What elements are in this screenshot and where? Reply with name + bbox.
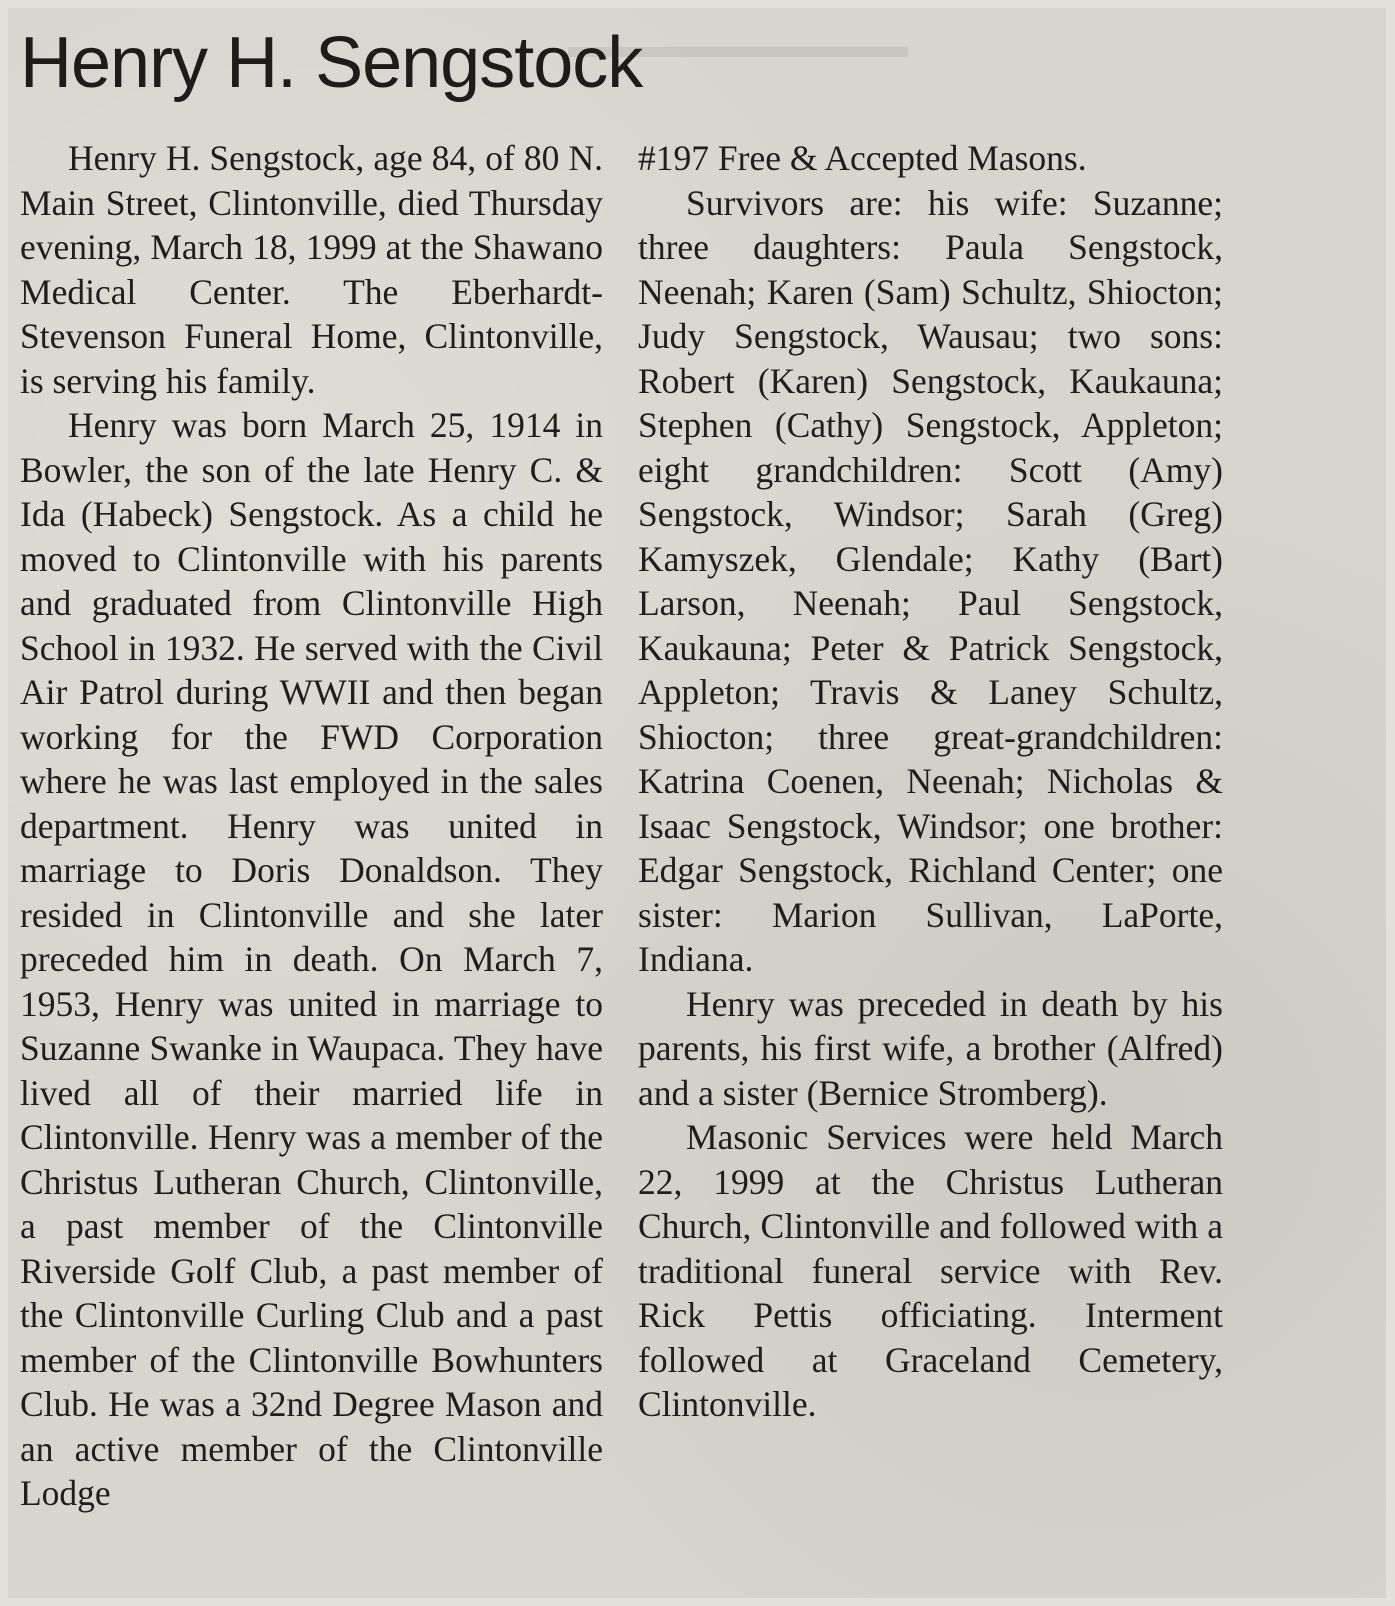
right-column: [638, 136, 1223, 1427]
paragraph: Survivors are: his wife: Suzanne; three daughters: Paula Sengstock, Neenah; Karen (Sam) Schultz, Shiocton; Judy Sengstock, Wausau; two sons: Robert (Karen) Sengstock, Kaukauna; Stephen (Cathy) Sengstock, Appleton; eight grandchildren: Scott (Amy) Sengstock, Windsor; Sarah (Greg) Kamyszek, Glendale; Kathy (Bart) Larson, Neenah; Paul Sengstock, Kaukauna; Peter & Patrick Sengstock, Appleton; Travis & Laney Schultz, Shiocton; three great-grandchildren: Katrina Coenen, Neenah; Nicholas & Isaac Sengstock, Windsor; one brother: Edgar Sengstock, Richland Center; one sister: Marion Sullivan, LaPorte, Indiana.: [638, 182, 1223, 979]
paragraph: Henry H. Sengstock, age 84, of 80 N. Main Street, Clintonville, died Thursday evening, March 18, 1999 at the Shawano Medical Center. The Eberhardt-Stevenson Funeral Home, Clintonville, is serving his family.: [20, 138, 603, 401]
bleed-through-texture: ▬▬▬▬▬▬▬▬▬▬: [568, 28, 908, 65]
paragraph: Henry was born March 25, 1914 in Bowler, the son of the late Henry C. & Ida (Habeck) Sengstock. As a child he moved to Clintonville with his parents and graduated from Clintonville High School in 1932. He served with the Civil Air Patrol during WWII and then began working for the FWD Corporation where he was last employed in the sales department. Henry was united in marriage to Doris Donaldson. They resided in Clintonville and she later preceded him in death. On March 7, 1953, Henry was united in marriage to Suzanne Swanke in Waupaca. They have lived all of their married life in Clintonville. Henry was a member of the Christus Lutheran Church, Clintonville, a past member of the Clintonville Riverside Golf Club, a past member of the Clintonville Curling Club and a past member of the Clintonville Bowhunters Club. He was a 32nd Degree Mason and an active member of the Clintonville Lodge: [20, 405, 603, 1513]
paragraph: Masonic Services were held March 22, 1999 at the Christus Lutheran Church, Clintonville and followed with a traditional funeral service with Rev. Rick Pettis officiating. Interment followed at Graceland Cemetery, Clintonville.: [638, 1117, 1223, 1424]
newspaper-clipping: [8, 8, 1386, 1598]
paragraph: #197 Free & Accepted Masons.: [638, 138, 1087, 178]
paragraph: Henry was preceded in death by his parents, his first wife, a brother (Alfred) and a sister (Bernice Stromberg).: [638, 983, 1223, 1113]
obituary-headline: Henry H. Sengstock: [20, 23, 643, 103]
left-column: [20, 136, 603, 1516]
